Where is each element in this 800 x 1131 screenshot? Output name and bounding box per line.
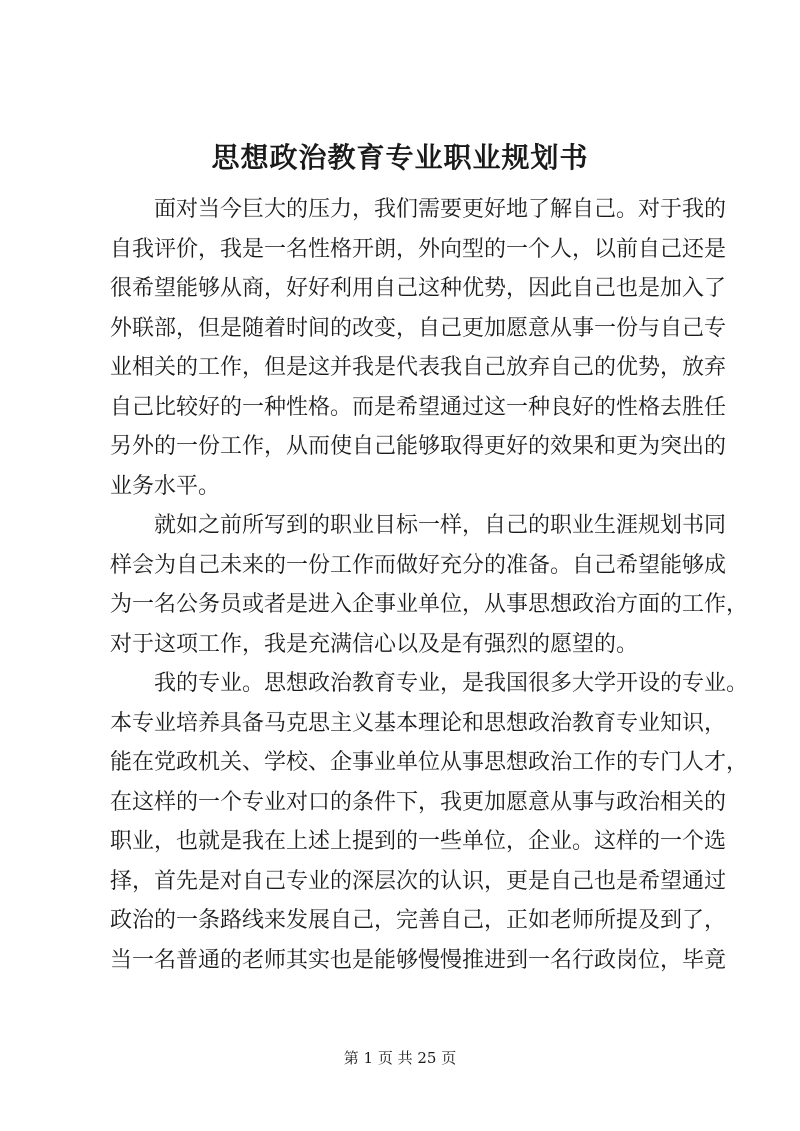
paragraph-line: 我的专业。思想政治教育专业，是我国很多大学开设的专业。 [154,671,749,696]
paragraph-line: 自我评价，我是一名性格开朗，外向型的一个人，以前自己还是 [110,236,727,262]
paragraph-line: 在这样的一个专业对口的条件下，我更加愿意从事与政治相关的 [110,789,727,815]
paragraph-line: 为一名公务员或者是进入企事业单位，从事思想政治方面的工作， [110,592,749,617]
page-footer: 第 1 页 共 25 页 [343,1049,457,1067]
paragraph-line: 本专业培养具备马克思主义基本理论和思想政治教育专业知识， [110,710,727,736]
paragraph-line: 样会为自己未来的一份工作而做好充分的准备。自己希望能够成 [110,552,727,578]
document-title: 思想政治教育专业职业规划书 [211,141,589,174]
paragraph-line: 就如之前所写到的职业目标一样，自己的职业生涯规划书同 [154,513,727,538]
paragraph-line: 业务水平。 [110,473,221,499]
document-body [110,190,749,980]
paragraph-line: 对于这项工作，我是充满信心以及是有强烈的愿望的。 [110,631,639,657]
paragraph-line: 很希望能够从商，好好利用自己这种优势，因此自己也是加入了 [110,276,727,301]
paragraph-3 [110,664,749,980]
paragraph-line: 职业，也就是我在上述上提到的一些单位，企业。这样的一个选 [110,829,727,854]
paragraph-2 [110,506,749,664]
paragraph-line: 业相关的工作，但是这并我是代表我自己放弃自己的优势，放弃 [110,355,727,380]
paragraph-line: 择，首先是对自己专业的深层次的认识，更是自己也是希望通过 [110,868,727,894]
paragraph-line: 面对当今巨大的压力，我们需要更好地了解自己。对于我的 [154,197,727,222]
paragraph-line: 另外的一份工作，从而使自己能够取得更好的效果和更为突出的 [110,434,727,459]
paragraph-line: 自己比较好的一种性格。而是希望通过这一种良好的性格去胜任 [110,394,727,420]
paragraph-line: 能在党政机关、学校、企事业单位从事思想政治工作的专门人才， [110,750,749,775]
paragraph-line: 政治的一条路线来发展自己，完善自己，正如老师所提及到了， [110,908,727,933]
paragraph-1 [110,190,727,506]
paragraph-line: 当一名普通的老师其实也是能够慢慢推进到一名行政岗位，毕竟 [110,947,727,973]
paragraph-line: 外联部，但是随着时间的改变，自己更加愿意从事一份与自己专 [110,315,727,341]
